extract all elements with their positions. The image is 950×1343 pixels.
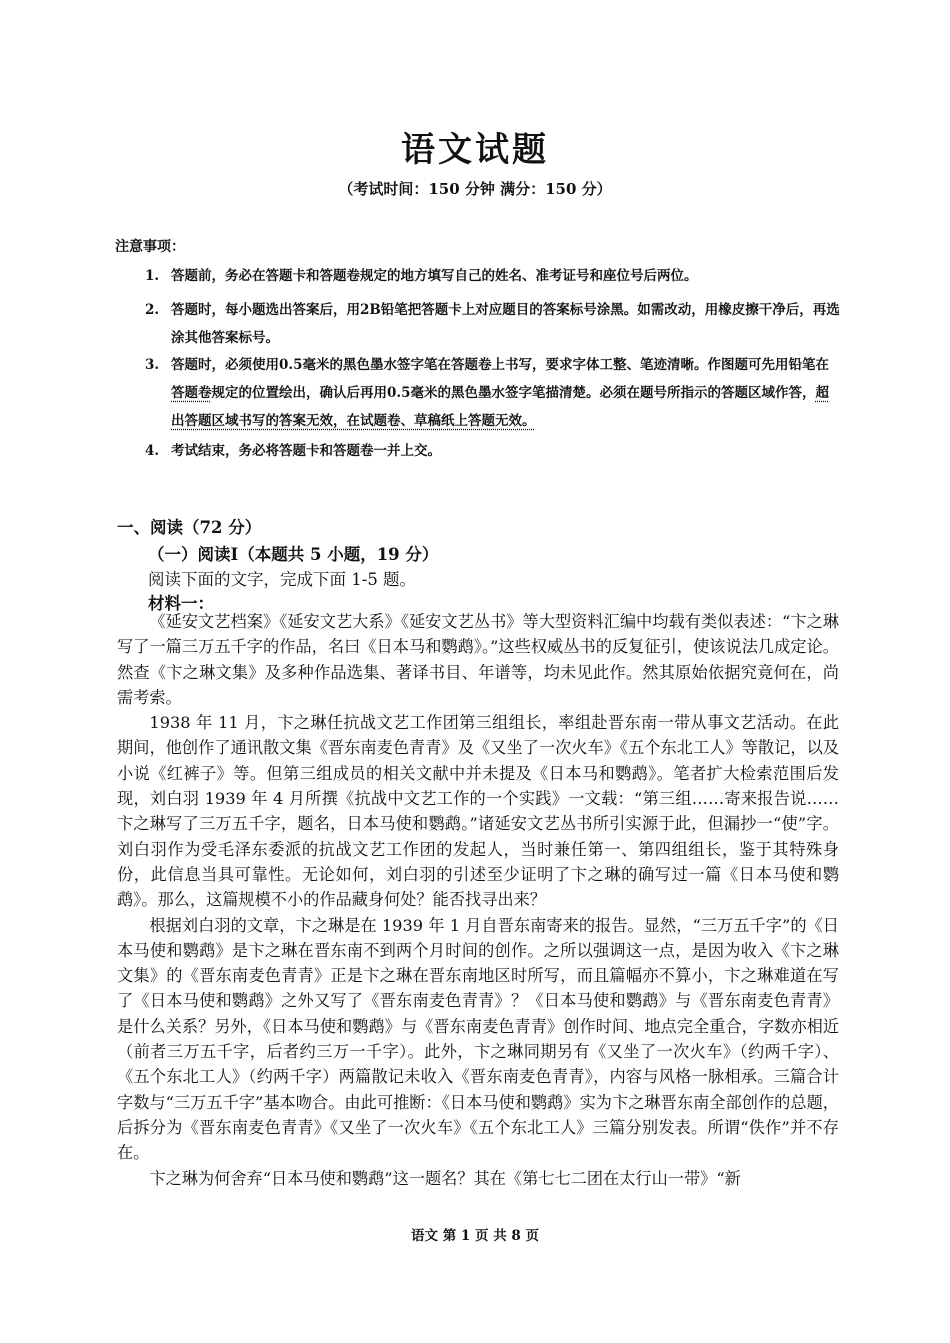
reading-instruction: 阅读下面的文字，完成下面 1-5 题。 [148, 570, 417, 589]
notice-text: 答题时，每小题选出答案后，用2B铅笔把答题卡上对应题目的答案标号涂黑。如需改动，用橡皮擦干净后，再选涂其他答案标号。 [171, 302, 840, 346]
emphasis-text: 超出答题区域书写的答案无效，在试题卷、草稿纸上答题无效。 [171, 385, 829, 429]
section-heading: 一、阅读（72 分） [117, 518, 262, 537]
notice-number: 3. [145, 357, 160, 373]
notice-text-part: 答题时，必须使用0.5毫米的黑色墨水签字笔在答题卷上书写，要求字体工整、笔迹清晰。作图题可先用铅笔在 [171, 357, 829, 373]
notice-heading: 注意事项： [115, 239, 185, 255]
notice-number: 1. [145, 268, 160, 284]
notice-text-part: 规定的位置绘出，确认后再用0.5毫米的黑色墨水签字笔描清楚。必须在题号所指示的答题区域作答， [211, 385, 816, 401]
subsection-heading: （一）阅读Ⅰ（本题共 5 小题，19 分） [148, 545, 439, 564]
page-footer: 语文 第 1 页 共 8 页 [411, 1228, 539, 1244]
notice-number: 4. [145, 443, 160, 459]
exam-info: （考试时间：150 分钟 满分：150 分） [338, 180, 612, 198]
paragraph: 《延安文艺档案》《延安文艺大系》《延安文艺丛书》等大型资料汇编中均载有类似表述：“卞之琳写了一篇三万五千字的作品，名曰《日本马和鹦鹉》。”这些权威丛书的反复征引，使该说法几成定论。然查《卞之琳文集》及多种作品选集、著译书目、年谱等，均未见此作。然其原始依据究竟何在，尚需考索。 [117, 612, 839, 707]
notice-text: 答题前，务必在答题卡和答题卷规定的地方填写自己的姓名、准考证号和座位号后两位。 [171, 268, 698, 284]
notice-text: 考试结束，务必将答题卡和答题卷一并上交。 [171, 443, 441, 459]
material-label: 材料一： [148, 594, 214, 613]
paragraph: 卞之琳为何舍弃“日本马使和鹦鹉”这一题名？其在《第七七二团在太行山一带》“新 [149, 1168, 741, 1188]
reading-passage [117, 609, 839, 1191]
page-title: 语文试题 [401, 130, 549, 170]
paragraph: 根据刘白羽的文章，卞之琳是在 1939 年 1 月自晋东南寄来的报告。显然，“三万五千字”的《日本马使和鹦鹉》是卞之琳在晋东南不到两个月时间的创作。之所以强调这一点，是因为收入《卞之琳文集》的《晋东南麦色青青》正是卞之琳在晋东南地区时所写，而且篇幅亦不算小，卞之琳难道在写了《日本马使和鹦鹉》之外又写了《晋东南麦色青青》？《日本马使和鹦鹉》与《晋东南麦色青青》是什么关系？另外，《日本马使和鹦鹉》与《晋东南麦色青青》创作时间、地点完全重合，字数亦相近（前者三万五千字，后者约三万一千字）。此外，卞之琳同期另有《又坐了一次火车》（约两千字）、《五个东北工人》（约两千字）两篇散记未收入《晋东南麦色青青》，内容与风格一脉相承。三篇合计字数与“三万五千字”基本吻合。由此可推断：《日本马使和鹦鹉》实为卞之琳晋东南全部创作的总题，后拆分为《晋东南麦色青青》《又坐了一次火车》《五个东北工人》三篇分别发表。所谓“佚作”并不存在。 [117, 915, 839, 1163]
notice-text [171, 351, 841, 435]
emphasis-text: 答题卷 [171, 385, 212, 401]
notice-number: 2. [145, 302, 160, 318]
paragraph: 1938 年 11 月，卞之琳任抗战文艺工作团第三组组长，率组赴晋东南一带从事文艺活动。在此期间，他创作了通讯散文集《晋东南麦色青青》及《又坐了一次火车》《五个东北工人》等散记，以及小说《红裤子》等。但第三组成员的相关文献中并未提及《日本马和鹦鹉》。笔者扩大检索范围后发现，刘白羽 1939 年 4 月所撰《抗战中文艺工作的一个实践》一文载：“第三组……寄来报告说……卞之琳写了三万五千字，题名，日本马使和鹦鹉。”诸延安文艺丛书所引实源于此，但漏抄一“使”字。刘白羽作为受毛泽东委派的抗战文艺工作团的发起人，当时兼任第一、第四组组长，鉴于其特殊身份，此信息当具可靠性。无论如何，刘白羽的引述至少证明了卞之琳的确写过一篇《日本马使和鹦鹉》。那么，这篇规模不小的作品藏身何处？能否找寻出来？ [117, 713, 839, 910]
